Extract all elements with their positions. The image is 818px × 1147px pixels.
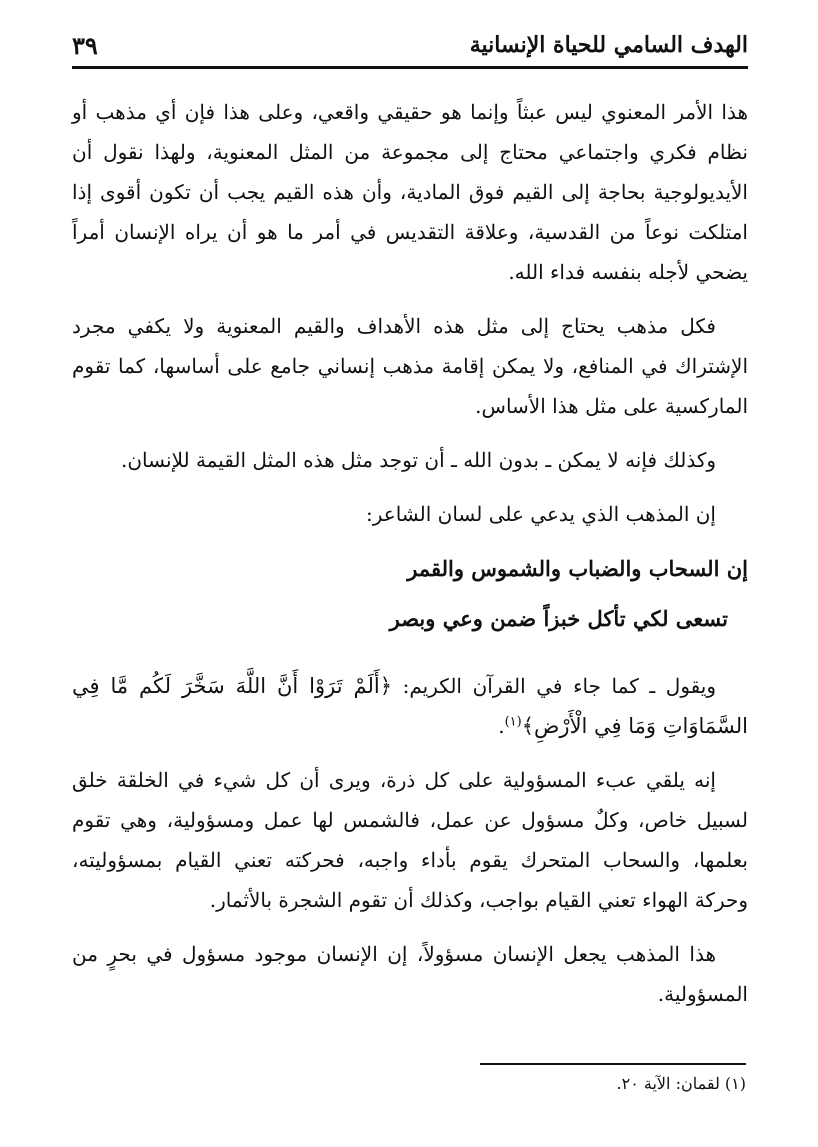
page-body [72,92,748,1028]
footnote-reference: (١) [504,714,522,730]
paragraph-3: وكذلك فإنه لا يمكن ـ بدون الله ـ أن توجد مثل هذه المثل القيمة للإنسان. [121,448,716,472]
poem-block [72,544,748,644]
paragraph-5 [72,666,748,746]
paragraph-5-text: ويقول ـ كما جاء في القرآن الكريم: [392,674,717,698]
header-divider [72,66,748,69]
quran-verse: ﴿أَلَمْ تَرَوْا أَنَّ اللَّهَ سَخَّرَ لَكُم مَّا فِي السَّمَاوَاتِ وَمَا فِي الْأَرْضِ﴾ [72,674,748,738]
poem-verse-1: إن السحاب والضباب والشموس والقمر [407,556,748,581]
page-number: ٣٩ [72,30,98,60]
paragraph-1: هذا الأمر المعنوي ليس عبثاً وإنما هو حقيقي واقعي، وعلى هذا فإن أي مذهب أو نظام فكري واجتماعي محتاج إلى مجموعة من المثل المعنوية، ولهذا نقول أن الأيديولوجية بحاجة إلى القيم فوق المادية، وأن هذه القيم يجب أن تكون أقوى إذا امتلكت نوعاً من القدسية، وعلاقة التقديس في أمر ما هو أن يراه الإنسان أمراً يضحي لأجله بنفسه فداء الله. [72,100,748,284]
paragraph-5-end: . [498,714,505,738]
paragraph-2: فكل مذهب يحتاج إلى مثل هذه الأهداف والقيم المعنوية ولا يكفي مجرد الإشتراك في المنافع، ولا يمكن إقامة مذهب إنساني جامع على أساسها، كما تقوم الماركسية على مثل هذا الأساس. [72,314,748,418]
page-header [72,28,748,62]
footnote-divider [480,1063,746,1065]
poem-verse-2: تسعى لكي تأكل خبزاً ضمن وعي وبصر [389,606,728,631]
running-title: الهدف السامي للحياة الإنسانية [469,32,748,58]
paragraph-7: هذا المذهب يجعل الإنسان مسؤولاً، إن الإنسان موجود مسؤول في بحرٍ من المسؤولية. [72,942,748,1006]
paragraph-6: إنه يلقي عبء المسؤولية على كل ذرة، ويرى أن كل شيء في الخلقة خلق لسبيل خاص، وكلٌ مسؤول عن عمل، فالشمس لها عمل ومسؤولية، وهي تقوم بعلمها، والسحاب المتحرك يقوم بأداء واجبه، فحركته تعني القيام بمسؤوليته، وحركة الهواء تعني القيام بواجب، وكذلك أن تقوم الشجرة بالأثمار. [72,768,748,912]
paragraph-4: إن المذهب الذي يدعي على لسان الشاعر: [366,502,716,526]
footnote: (١) لقمان: الآية ٢٠. [616,1074,746,1093]
